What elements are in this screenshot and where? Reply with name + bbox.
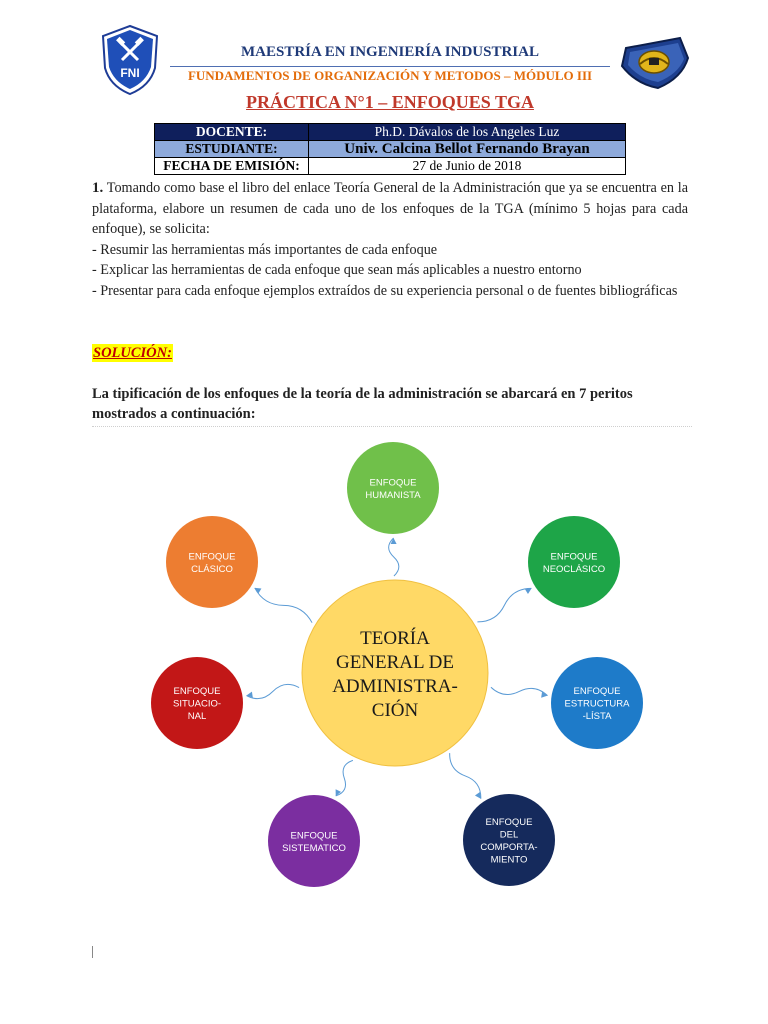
- enfoque-node-label: -LÍSTA: [582, 711, 612, 722]
- question-number: 1.: [92, 180, 104, 196]
- center-title-line: TEORÍA: [360, 628, 430, 649]
- enfoque-node: [463, 794, 555, 886]
- enfoque-node-label: NEOCLÁSICO: [542, 563, 606, 575]
- enfoque-node: [151, 657, 243, 749]
- enfoque-node-label: ESTRUCTURA: [564, 698, 630, 710]
- enfoque-node: [347, 442, 439, 534]
- estudiante-value: Univ. Calcina Bellot Fernando Brayan: [309, 141, 626, 158]
- enfoque-node-label: MIENTO: [490, 854, 528, 866]
- enfoque-node-label: NAL: [187, 711, 207, 722]
- diagram-center: [302, 580, 488, 766]
- connector-line: [491, 687, 548, 695]
- header-institution: MAESTRÍA EN INGENIERÍA INDUSTRIAL: [241, 44, 539, 60]
- connector-line: [477, 588, 531, 622]
- logo-left-text: FNI: [120, 66, 140, 80]
- enfoque-node-label: SITUACIO-: [172, 698, 222, 710]
- enfoque-node-label: ENFOQUE: [485, 816, 533, 828]
- enfoque-node-label: ENFOQUE: [369, 477, 417, 489]
- docente-value: Ph.D. Dávalos de los Angeles Luz: [309, 124, 626, 141]
- enfoque-node-label: SISTEMATICO: [282, 842, 346, 854]
- fecha-label: FECHA DE EMISIÓN:: [155, 158, 309, 175]
- enfoque-node-label: ENFOQUE: [188, 551, 236, 563]
- fecha-value: 27 de Junio de 2018: [309, 158, 626, 175]
- prompt-item-2: - Explicar las herramientas de cada enfoque que sean más aplicables a nuestro entorno: [92, 262, 582, 279]
- center-title-line: GENERAL DE: [335, 652, 455, 673]
- estudiante-label: ESTUDIANTE:: [155, 141, 309, 158]
- center-circle: [302, 580, 488, 766]
- center-title-line: CIÓN: [371, 700, 419, 721]
- connector-arrow: [525, 588, 532, 594]
- enfoque-node-label: ENFOQUE: [173, 686, 221, 697]
- header-course: FUNDAMENTOS DE ORGANIZACIÓN Y METODOS – MÓDULO III: [187, 68, 593, 83]
- connector-line: [246, 684, 299, 698]
- enfoque-node: [551, 657, 643, 749]
- connector-arrow: [255, 588, 262, 594]
- page-marker: [92, 946, 93, 958]
- prompt-item-3: - Presentar para cada enfoque ejemplos extraídos de su experiencia personal o de fuentes bibliográficas: [92, 282, 678, 299]
- connector-line: [450, 753, 481, 799]
- enfoque-node-label: ENFOQUE: [573, 686, 621, 697]
- enfoque-node-label: DEL: [499, 829, 519, 841]
- enfoque-node-label: ENFOQUE: [550, 551, 598, 563]
- enfoque-node: [528, 516, 620, 608]
- docente-label: DOCENTE:: [155, 124, 309, 141]
- enfoque-node: [268, 795, 360, 887]
- enfoque-node-label: HUMANISTA: [365, 489, 421, 501]
- solution-intro: La tipificación de los enfoques de la teoría de la administración se abarcará en 7 peritos mostrados a continuación:: [92, 386, 633, 422]
- enfoque-node: [166, 516, 258, 608]
- enfoque-node-label: COMPORTA-: [480, 841, 538, 853]
- connector-arrow: [475, 792, 481, 799]
- prompt-item-1: - Resumir las herramientas más importantes de cada enfoque: [92, 241, 438, 258]
- connector-line: [255, 588, 312, 623]
- page-title: PRÁCTICA N°1 – ENFOQUES TGA: [246, 92, 534, 112]
- prompt-intro: Tomando como base el libro del enlace Teoría General de la Administración que ya se encuentra en la plataforma, elabore un resumen de cada uno de los enfoques de la TGA (mínimo 5 hojas para cada enfoque), se solicita:: [92, 180, 688, 238]
- enfoque-node-label: CLÁSICO: [191, 563, 233, 575]
- solution-label: SOLUCIÓN:: [93, 345, 172, 361]
- enfoque-node-label: ENFOQUE: [290, 830, 338, 842]
- center-title-line: ADMINISTRA-: [332, 676, 458, 697]
